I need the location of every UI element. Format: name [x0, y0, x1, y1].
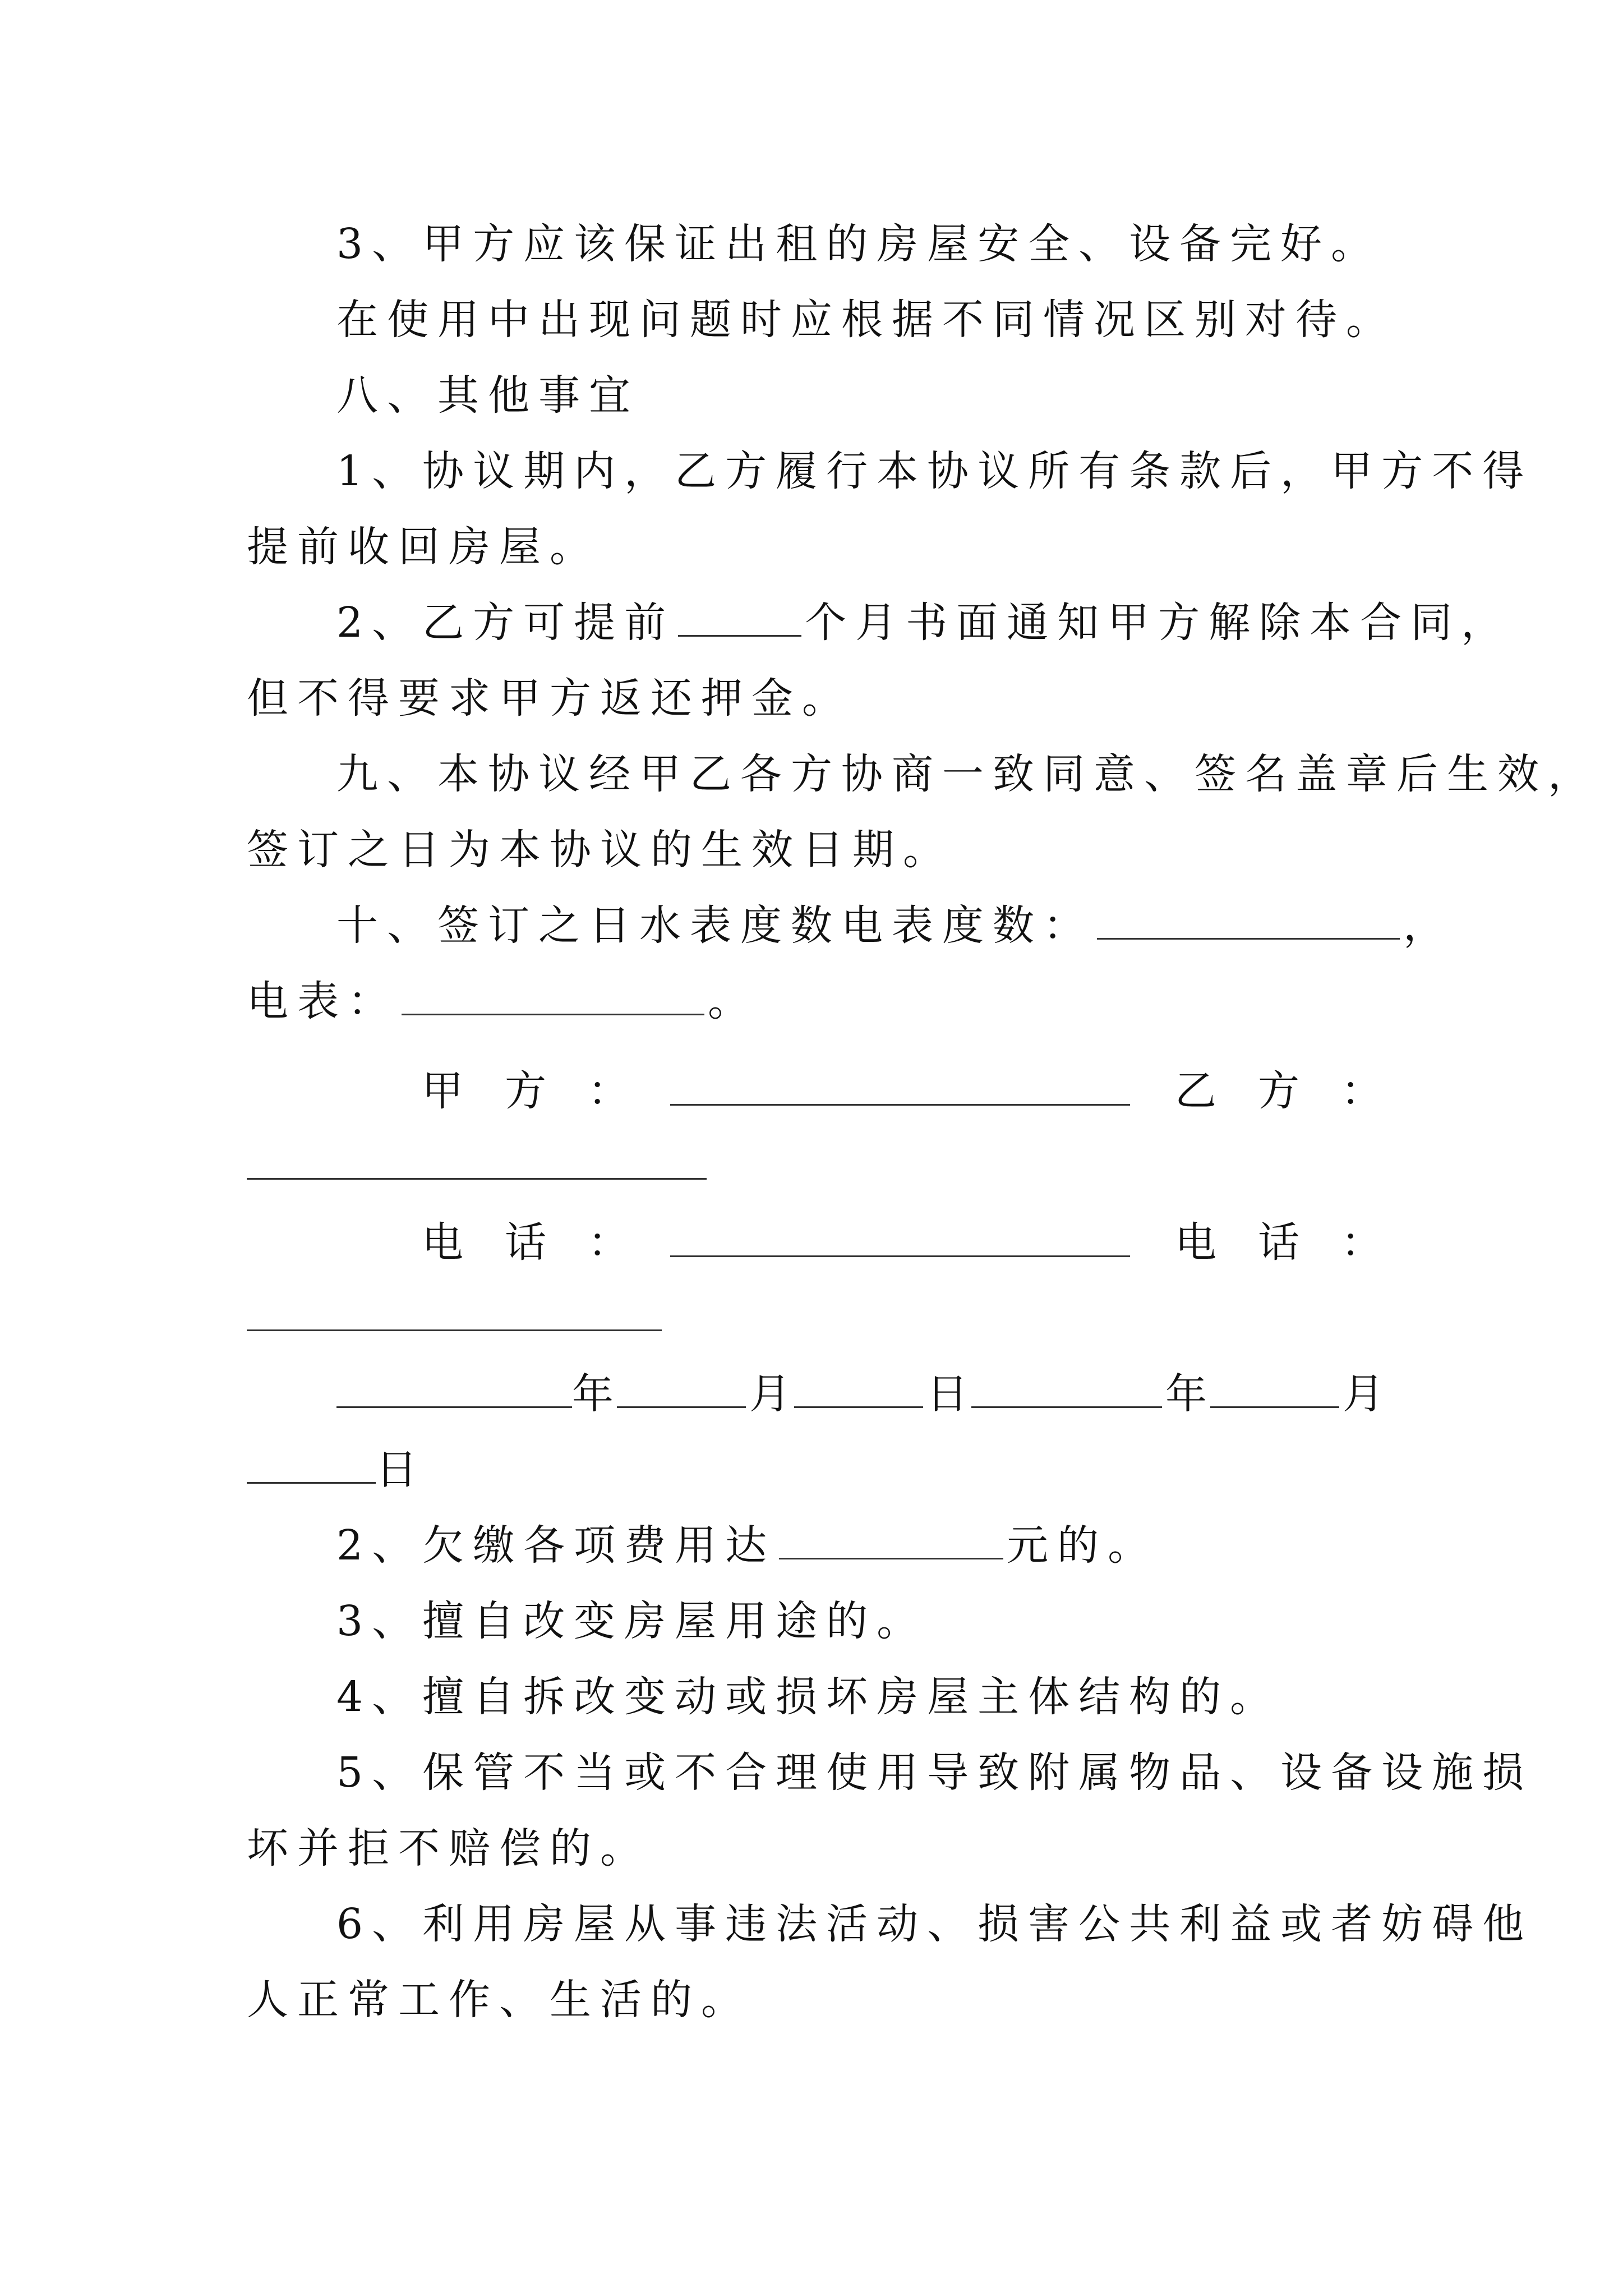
clause-landlord-safety	[336, 216, 1391, 272]
condition-4	[336, 1669, 1391, 1725]
clause-text: 2、乙方可提前	[336, 599, 675, 647]
electric-meter-blank[interactable]	[402, 974, 704, 1015]
phone-a-line[interactable]	[670, 1255, 1130, 1257]
condition-6-line2	[247, 1972, 1391, 2028]
punctuation: ，	[1403, 901, 1454, 950]
clause-text: 5、保管不当或不合理使用导致附属物品、设备设施损	[336, 1749, 1533, 1797]
condition-3	[336, 1593, 1391, 1649]
clause-1-line2	[247, 519, 1391, 575]
phone-b-label: 电 话 ：	[1175, 1218, 1382, 1267]
clause-text: 电表：	[247, 977, 398, 1025]
clause-9-line2	[247, 822, 1391, 878]
condition-2	[336, 1517, 1391, 1573]
month-a-blank[interactable]	[617, 1367, 746, 1408]
clause-text: 在使用中出现问题时应根据不同情况区别对待。	[336, 296, 1396, 344]
clause-text: 1、协议期内，乙方履行本协议所有条款后，甲方不得	[336, 447, 1533, 495]
day-b-blank[interactable]	[247, 1443, 376, 1484]
party-b-label: 乙 方 ：	[1175, 1067, 1382, 1115]
clause-10-line2	[247, 973, 1391, 1029]
date-line-2	[247, 1442, 1391, 1498]
party-b-signature-line[interactable]	[247, 1178, 707, 1180]
clause-text: 提前收回房屋。	[247, 523, 600, 571]
phone-a-label: 电 话 ：	[422, 1218, 629, 1267]
clause-text: 3、甲方应该保证出租的房屋安全、设备完好。	[336, 220, 1382, 268]
date-line	[336, 1366, 1391, 1422]
condition-6-line1	[336, 1896, 1533, 1952]
punctuation: 。	[708, 977, 758, 1025]
section-heading: 八、其他事宜	[336, 371, 639, 420]
months-blank[interactable]	[678, 596, 801, 637]
condition-5-line1	[336, 1745, 1533, 1801]
clause-text: 元的。	[1007, 1521, 1159, 1570]
clause-text: 签订之日为本协议的生效日期。	[247, 826, 953, 874]
condition-5-line2	[247, 1820, 1391, 1876]
date-unit: 年	[1165, 1370, 1207, 1418]
clause-text: 个月书面通知甲方解除本合同，	[805, 599, 1512, 647]
arrears-amount-blank[interactable]	[779, 1519, 1003, 1559]
clause-9-line1	[336, 746, 1598, 802]
day-a-blank[interactable]	[794, 1367, 923, 1408]
date-unit: 月	[1343, 1370, 1384, 1418]
party-a-label: 甲 方 ：	[422, 1067, 629, 1115]
section-heading-other	[336, 367, 1391, 424]
clause-1-line1	[336, 443, 1533, 499]
clause-issue-handling	[336, 292, 1396, 348]
clause-10-line1	[336, 898, 1454, 954]
party-a-signature-line[interactable]	[670, 1104, 1130, 1106]
clause-text: 3、擅自改变房屋用途的。	[336, 1597, 928, 1645]
clause-text: 但不得要求甲方返还押金。	[247, 674, 852, 723]
clause-text: 4、擅自拆改变动或损坏房屋主体结构的。	[336, 1673, 1281, 1721]
clause-text: 2、欠缴各项费用达	[336, 1521, 776, 1570]
year-a-blank[interactable]	[336, 1367, 572, 1408]
year-b-blank[interactable]	[971, 1367, 1162, 1408]
clause-text: 九、本协议经甲乙各方协商一致同意、签名盖章后生效，	[336, 750, 1598, 798]
phone-b-line[interactable]	[247, 1329, 662, 1331]
date-unit: 日	[376, 1446, 417, 1494]
clause-2-line1	[336, 595, 1512, 651]
clause-text: 6、利用房屋从事违法活动、损害公共利益或者妨碍他	[336, 1900, 1533, 1948]
clause-2-line2	[247, 670, 1391, 726]
date-unit: 年	[572, 1370, 614, 1418]
date-unit: 日	[926, 1370, 968, 1418]
month-b-blank[interactable]	[1210, 1367, 1339, 1408]
clause-text: 坏并拒不赔偿的。	[247, 1824, 651, 1872]
water-meter-blank[interactable]	[1097, 899, 1400, 940]
clause-text: 人正常工作、生活的。	[247, 1976, 751, 2024]
clause-text: 十、签订之日水表度数电表度数：	[336, 901, 1094, 950]
date-unit: 月	[749, 1370, 791, 1418]
